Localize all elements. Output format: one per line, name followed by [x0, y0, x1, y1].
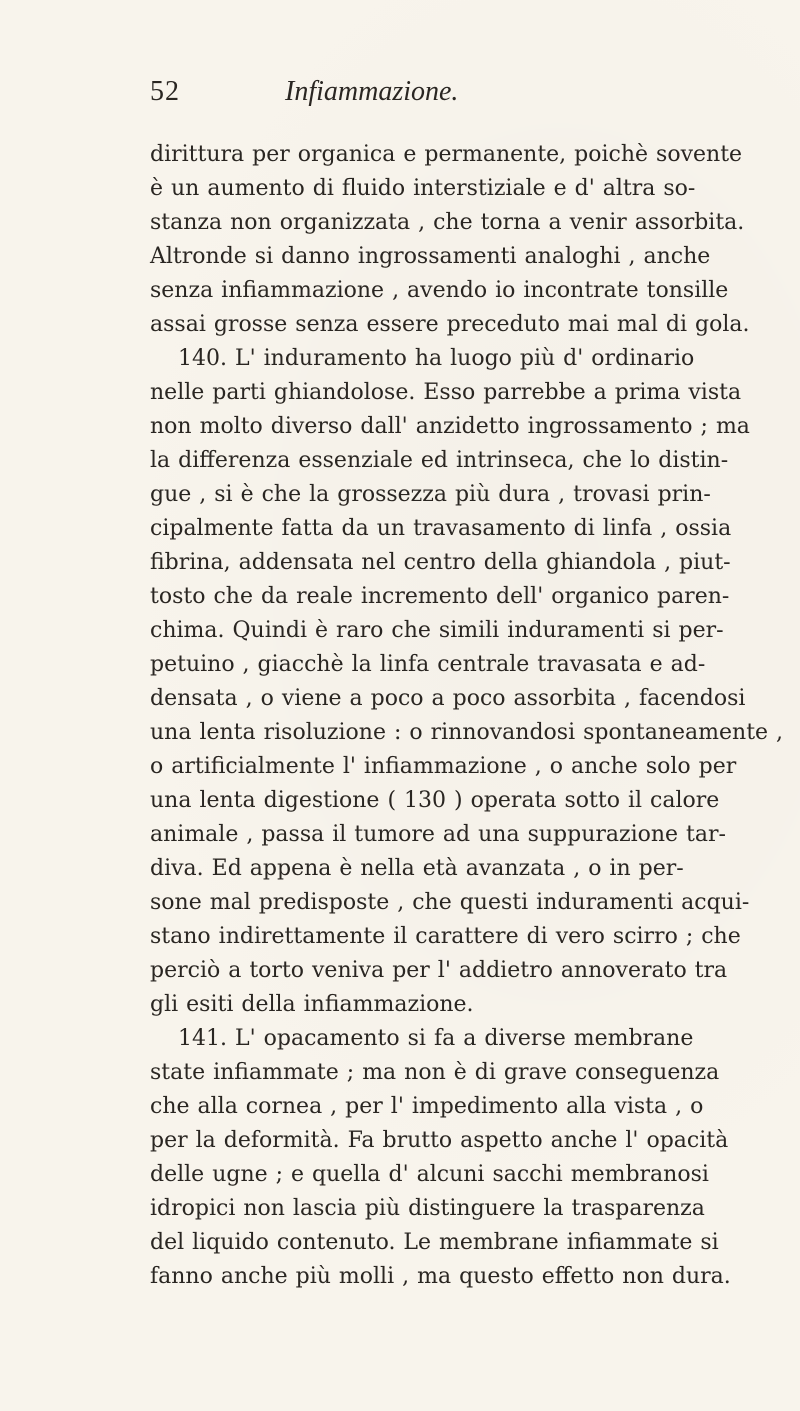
text-line: stano indirettamente il carattere di vero scirro ; che [150, 924, 741, 949]
text-line: gli esiti della infiammazione. [150, 992, 474, 1017]
text-line: densata , o viene a poco a poco assorbita , facendosi [150, 686, 746, 711]
text-line: o artificialmente l' infiammazione , o anche solo per [150, 754, 737, 779]
text-line: delle ugne ; e quella d' alcuni sacchi membranosi [150, 1162, 709, 1187]
text-line: dirittura per organica e permanente, poichè sovente [150, 142, 743, 167]
paragraph-141-start: 141. L' opacamento si fa a diverse membrane [178, 1026, 694, 1051]
running-title: Infiammazione. [285, 76, 459, 107]
text-line: perciò a torto veniva per l' addietro annoverato tra [150, 958, 728, 983]
text-line: cipalmente fatta da un travasamento di linfa , ossia [150, 516, 732, 541]
text-line: del liquido contenuto. Le membrane infiammate si [150, 1230, 719, 1255]
text-line: nelle parti ghiandolose. Esso parrebbe a prima vista [150, 380, 742, 405]
text-line: stanza non organizzata , che torna a venir assorbita. [150, 210, 745, 235]
text-line: tosto che da reale incremento dell' organico paren- [150, 584, 730, 609]
text-line: chima. Quindi è raro che simili induramenti si per- [150, 618, 724, 643]
text-line: sone mal predisposte , che questi induramenti acqui- [150, 890, 750, 915]
text-line: senza infiammazione , avendo io incontrate tonsille [150, 278, 729, 303]
text-line: fibrina, addensata nel centro della ghiandola , piut- [150, 550, 731, 575]
text-line: Altronde si danno ingrossamenti analoghi , anche [150, 244, 711, 269]
text-line: petuino , giacchè la linfa centrale travasata e ad- [150, 652, 706, 677]
body-text [150, 138, 784, 1294]
text-line: animale , passa il tumore ad una suppurazione tar- [150, 822, 726, 847]
text-line: diva. Ed appena è nella età avanzata , o in per- [150, 856, 684, 881]
text-line: assai grosse senza essere preceduto mai mal di gola. [150, 312, 750, 337]
text-line: gue , si è che la grossezza più dura , trovasi prin- [150, 482, 711, 507]
page-number: 52 [150, 76, 180, 107]
text-line: che alla cornea , per l' impedimento alla vista , o [150, 1094, 704, 1119]
text-line: per la deformità. Fa brutto aspetto anche l' opacità [150, 1128, 729, 1153]
text-line: la differenza essenziale ed intrinseca, che lo distin- [150, 448, 729, 473]
text-line: non molto diverso dall' anzidetto ingrossamento ; ma [150, 414, 750, 439]
text-line: una lenta digestione ( 130 ) operata sotto il calore [150, 788, 720, 813]
text-line: state infiammate ; ma non è di grave conseguenza [150, 1060, 720, 1085]
paragraph-140-start: 140. L' induramento ha luogo più d' ordinario [178, 346, 695, 371]
page-header [150, 76, 670, 116]
text-line: idropici non lascia più distinguere la trasparenza [150, 1196, 705, 1221]
text-line: una lenta risoluzione : o rinnovandosi spontaneamente , [150, 720, 784, 745]
text-line: fanno anche più molli , ma questo effetto non dura. [150, 1264, 731, 1289]
text-line: è un aumento di fluido interstiziale e d' altra so- [150, 176, 696, 201]
